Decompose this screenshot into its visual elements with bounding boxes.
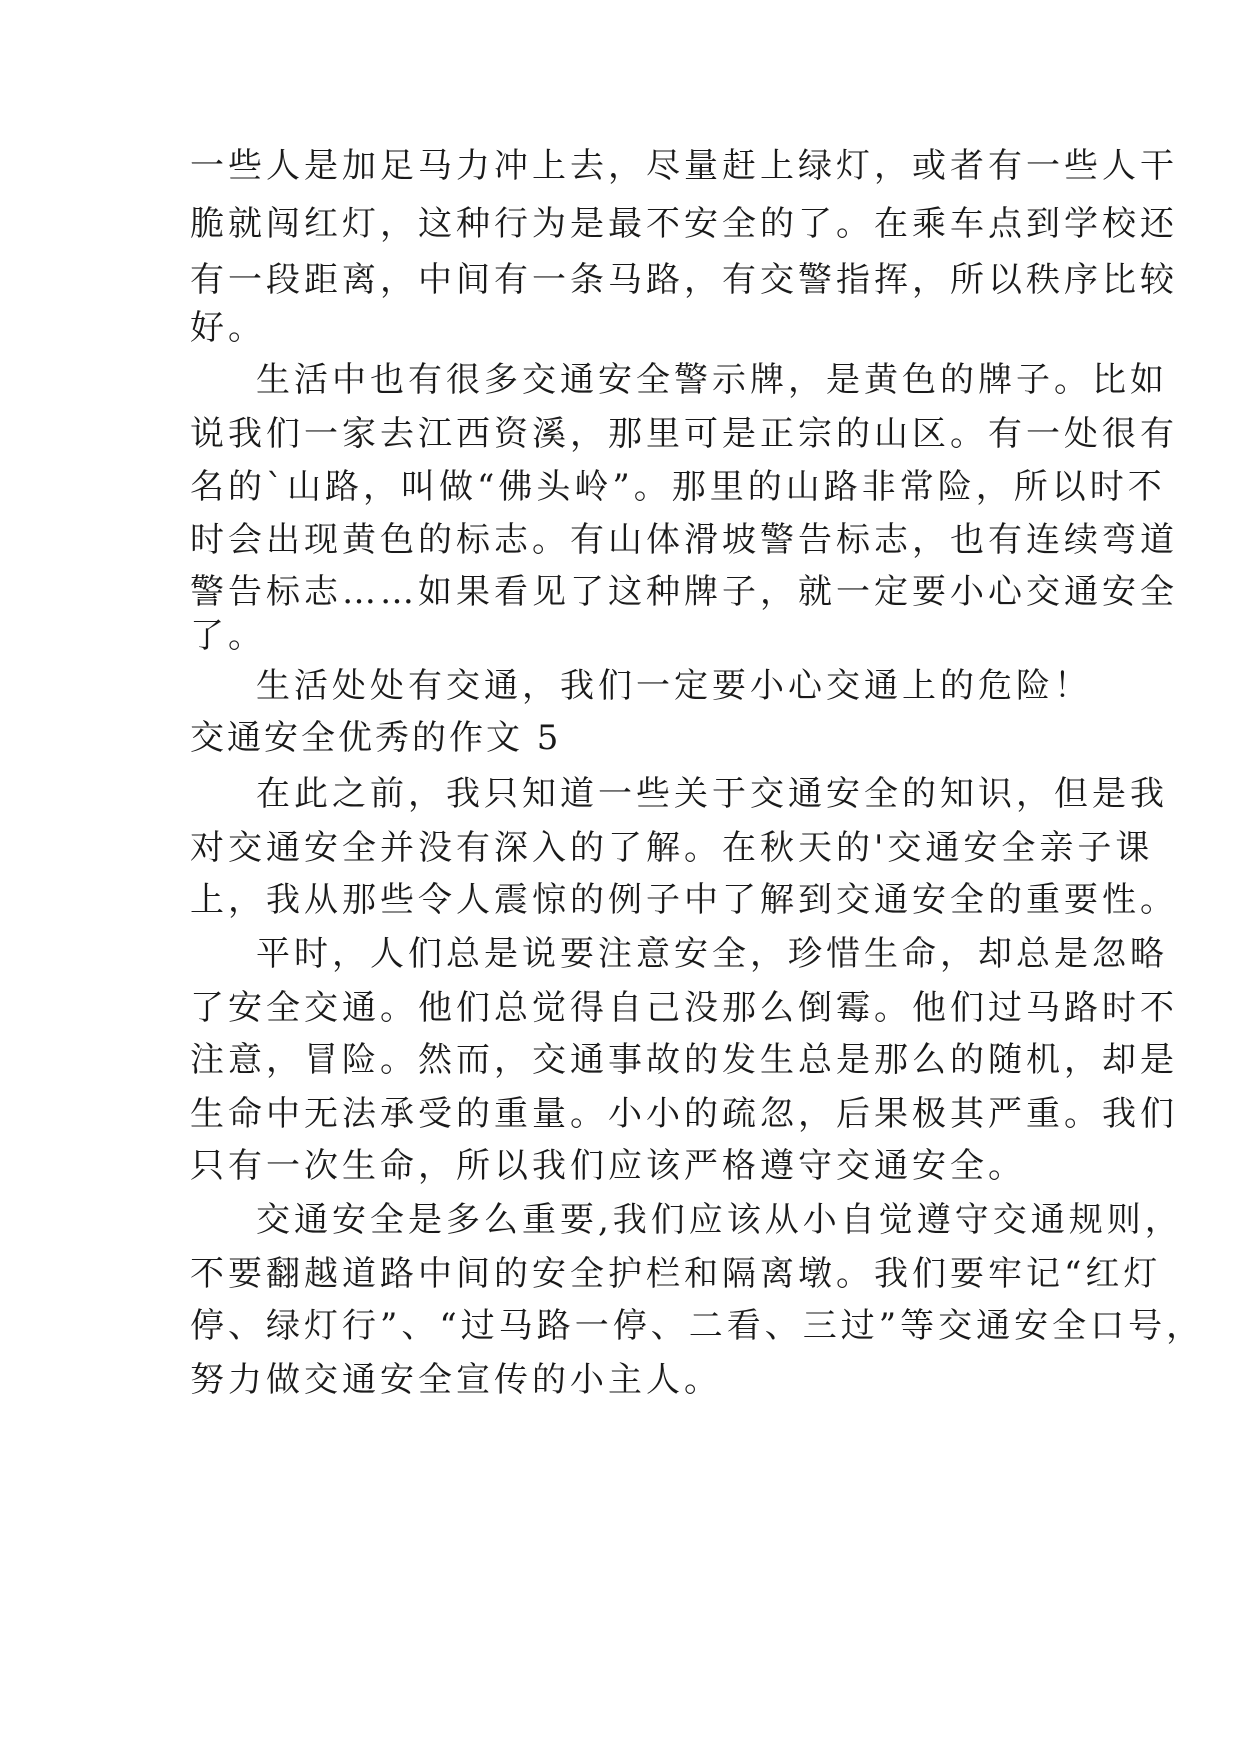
- text-line: 努力做交通安全宣传的小主人。: [190, 1360, 722, 1400]
- text-line: 上，我从那些令人震惊的例子中了解到交通安全的重要性。: [190, 880, 1178, 920]
- text-line: 好。: [190, 308, 266, 348]
- section-heading: 交通安全优秀的作文 5: [190, 718, 562, 758]
- text-line: 对交通安全并没有深入的了解。在秋天的'交通安全亲子课: [190, 828, 1154, 868]
- paragraph-start-line: 生活中也有很多交通安全警示牌，是黄色的牌子。比如: [256, 360, 1168, 400]
- paragraph-start-line: 平时，人们总是说要注意安全，珍惜生命，却总是忽略: [256, 934, 1168, 974]
- text-line: 了安全交通。他们总觉得自己没那么倒霉。他们过马路时不: [190, 988, 1178, 1028]
- paragraph-start-line: 在此之前，我只知道一些关于交通安全的知识，但是我: [256, 774, 1168, 814]
- paragraph-start-line: 生活处处有交通，我们一定要小心交通上的危险！: [256, 666, 1092, 706]
- text-line: 注意，冒险。然而，交通事故的发生总是那么的随机，却是: [190, 1040, 1178, 1080]
- text-line: 名的`山路，叫做“佛头岭”。那里的山路非常险，所以时不: [190, 467, 1166, 507]
- paragraph-start-line: 交通安全是多么重要,我们应该从小自觉遵守交通规则，: [256, 1200, 1183, 1240]
- text-line: 时会出现黄色的标志。有山体滑坡警告标志，也有连续弯道: [190, 520, 1178, 560]
- text-line: 警告标志……如果看见了这种牌子，就一定要小心交通安全: [190, 572, 1178, 612]
- text-line: 不要翻越道路中间的安全护栏和隔离墩。我们要牢记“红灯: [190, 1254, 1162, 1294]
- text-line: 一些人是加足马力冲上去，尽量赶上绿灯，或者有一些人干: [190, 146, 1178, 186]
- text-line: 停、绿灯行”、“过马路一停、二看、三过”等交通安全口号，: [190, 1306, 1205, 1346]
- text-line: 生命中无法承受的重量。小小的疏忽，后果极其严重。我们: [190, 1094, 1178, 1134]
- text-line: 脆就闯红灯，这种行为是最不安全的了。在乘车点到学校还: [190, 204, 1178, 244]
- text-line: 说我们一家去江西资溪，那里可是正宗的山区。有一处很有: [190, 414, 1178, 454]
- text-line: 只有一次生命，所以我们应该严格遵守交通安全。: [190, 1146, 1026, 1186]
- text-line: 有一段距离，中间有一条马路，有交警指挥，所以秩序比较: [190, 260, 1178, 300]
- text-line: 了。: [190, 616, 266, 656]
